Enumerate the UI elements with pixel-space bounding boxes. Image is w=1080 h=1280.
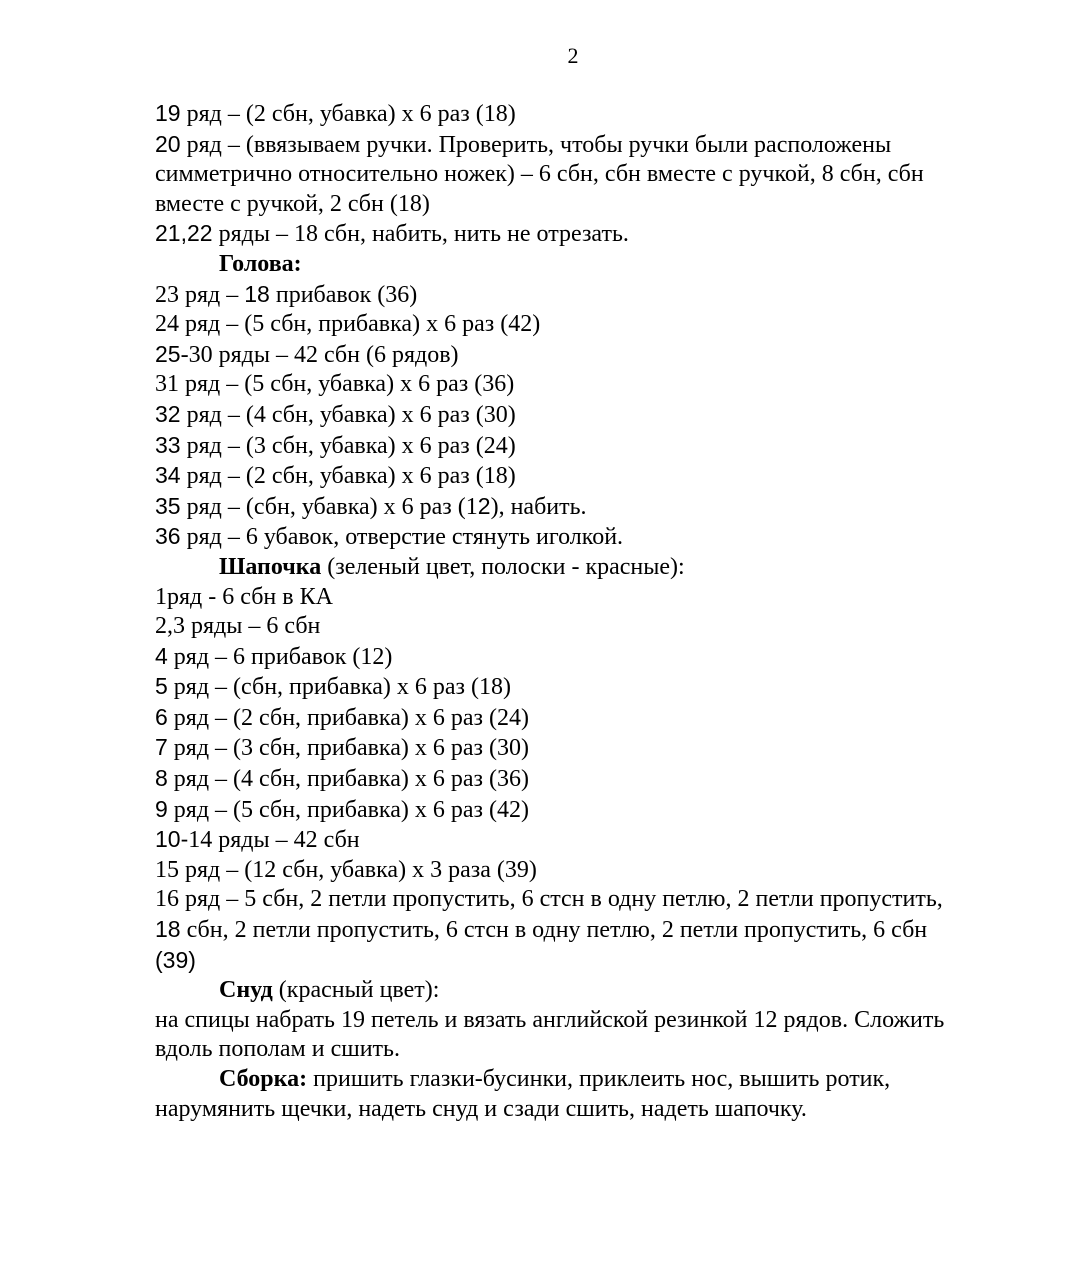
text-line [155, 492, 1035, 523]
body-text: 2,3 ряды – 6 сбн [155, 613, 321, 640]
body-text: 36 [155, 523, 181, 550]
text-line [155, 946, 1035, 977]
document-lines [155, 99, 1035, 1124]
text-line [155, 553, 1035, 583]
body-text: 33 [155, 431, 181, 458]
body-text: ряды – 18 сбн, набить, нить не отрезать. [212, 221, 629, 248]
body-text: -30 ряды – 42 сбн (6 рядов) [180, 341, 459, 368]
text-line [155, 461, 1035, 492]
section-heading-text: Шапочка [219, 553, 322, 580]
text-line [155, 130, 1035, 161]
text-line [155, 310, 1035, 340]
body-text: 14 ряды – 42 сбн [188, 827, 360, 854]
body-text: 34 [155, 462, 181, 489]
text-line [155, 885, 1035, 915]
body-text: (39) [155, 946, 196, 973]
text-line [155, 1095, 1035, 1125]
body-text: ряд – (ввязываем ручки. Проверить, чтобы ручки были расположены [180, 131, 892, 158]
body-text: сбн, 2 петли пропустить, 6 стсн в одну петлю, 2 петли пропустить, 6 сбн [180, 917, 928, 944]
body-text: 1ряд - 6 сбн в КА [155, 583, 333, 610]
body-text: ряд – (2 сбн, прибавка) х 6 раз (24) [167, 704, 529, 731]
body-text: нарумянить щечки, надеть снуд и сзади сшить, надеть шапочку. [155, 1095, 807, 1122]
text-line [155, 642, 1035, 673]
body-text: 8 [155, 765, 168, 792]
body-text: 35 [155, 492, 181, 519]
body-text: 25 [155, 340, 181, 367]
body-text: 4 [155, 642, 168, 669]
section-heading-text: Голова: [219, 250, 302, 277]
text-line [155, 795, 1035, 826]
text-line [155, 400, 1035, 431]
body-text: ряд – (сбн, убавка) х 6 раз (1 [180, 493, 478, 520]
text-line [155, 280, 1035, 311]
body-text: 18 [244, 280, 270, 307]
body-text: ряд – 6 прибавок (12) [167, 643, 393, 670]
body-text: прибавок (36) [269, 281, 418, 308]
body-text: 21,22 [155, 220, 213, 247]
body-text: ряд – (4 сбн, прибавка) х 6 раз (36) [167, 766, 529, 793]
body-text: пришить глазки-бусинки, приклеить нос, вышить ротик, [307, 1066, 891, 1092]
body-text: ряд – (2 сбн, убавка) х 6 раз (18) [180, 463, 516, 490]
body-text: ряд – (5 сбн, прибавка) х 6 раз (42) [167, 796, 529, 823]
body-text: 10- [155, 826, 189, 853]
body-text: ряд – (2 сбн, убавка) х 6 раз (18) [180, 101, 516, 127]
body-text: симметрично относительно ножек) – 6 сбн, сбн вместе с ручкой, 8 сбн, сбн [155, 161, 924, 188]
text-line [155, 522, 1035, 553]
body-text: ряд – (3 сбн, убавка) х 6 раз (24) [180, 432, 516, 459]
text-line [155, 370, 1035, 400]
body-text: 15 ряд – (12 сбн, убавка) х 3 раза (39) [155, 856, 537, 883]
text-line [155, 976, 1035, 1006]
body-text: 6 [155, 703, 168, 730]
text-line [155, 160, 1035, 190]
body-text: ряд – (3 сбн, прибавка) х 6 раз (30) [167, 735, 529, 762]
text-line [155, 612, 1035, 642]
text-line [155, 583, 1035, 613]
body-text: 16 ряд – 5 сбн, 2 петли пропустить, 6 стсн в одну петлю, 2 петли пропустить, [155, 886, 943, 913]
body-text: ), набить. [490, 493, 587, 520]
body-text: 18 [155, 916, 181, 943]
body-text: 32 [155, 400, 181, 427]
body-text: (красный цвет): [272, 977, 440, 1004]
text-line [155, 431, 1035, 462]
text-line [155, 99, 1035, 130]
text-line [155, 825, 1035, 856]
section-heading-text: Снуд [219, 977, 273, 1004]
text-line [155, 190, 1035, 220]
text-line [155, 340, 1035, 371]
section-heading-text: Сборка: [219, 1066, 308, 1092]
body-text: (зеленый цвет, полоски - красные): [321, 553, 685, 580]
text-line [155, 764, 1035, 795]
page-number: 2 [567, 43, 579, 68]
text-line [155, 1035, 1035, 1065]
body-text: ряд – (4 сбн, убавка) х 6 раз (30) [180, 401, 516, 428]
text-line [155, 703, 1035, 734]
body-text: 23 ряд – [155, 281, 245, 308]
body-text: 19 [155, 100, 181, 126]
body-text: 20 [155, 130, 181, 157]
body-text: 31 ряд – (5 сбн, убавка) х 6 раз (36) [155, 371, 515, 398]
text-line [155, 219, 1035, 250]
text-line [155, 1065, 1035, 1095]
body-text: 9 [155, 795, 168, 822]
body-text: 7 [155, 734, 168, 761]
body-text: ряд – (сбн, прибавка) х 6 раз (18) [167, 674, 511, 701]
text-line [155, 856, 1035, 886]
body-text: 5 [155, 673, 168, 700]
body-text: вдоль пополам и сшить. [155, 1036, 400, 1063]
body-text: ряд – 6 убавок, отверстие стянуть иголкой. [180, 524, 624, 551]
body-text: 2 [477, 492, 491, 519]
body-text: на спицы набрать 19 петель и вязать английской резинкой 12 рядов. Сложить [155, 1006, 945, 1033]
text-line [155, 733, 1035, 764]
body-text: 24 ряд – (5 сбн, прибавка) х 6 раз (42) [155, 311, 541, 338]
text-line [155, 250, 1035, 280]
text-line [155, 672, 1035, 703]
text-line [155, 915, 1035, 946]
body-text: вместе с ручкой, 2 сбн (18) [155, 190, 430, 217]
text-line [155, 1006, 1035, 1036]
